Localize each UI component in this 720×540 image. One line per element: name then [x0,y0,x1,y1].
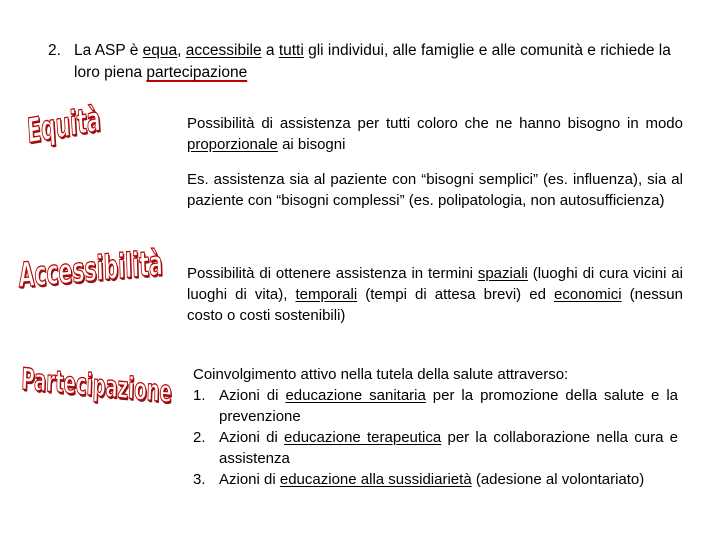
partecipazione-list [193,385,678,490]
heading-equa: equa [142,42,178,59]
partecipazione-intro: Coinvolgimento attivo nella tutela della salute attraverso: [193,366,569,383]
item-post: per la promozione della salute e la prevenzione [219,387,679,425]
accessibilita-definition [187,263,683,326]
heading-partecipazione: partecipazione [146,64,248,81]
heading-text [48,40,688,84]
accessibilita-t2: (luoghi di cura vicini ai luoghi di vita), [187,265,683,303]
item-underlined: educazione alla sussidiarietà [279,471,472,488]
accessibilita-t1: Possibilità di ottenere assistenza in termini [187,265,478,282]
accessibilita-spaziali: spaziali [477,265,528,282]
equita-text-end: ai bisogni [277,136,346,153]
item-pre: Azioni di [219,387,286,404]
item-underlined: educazione terapeutica [284,429,442,446]
slide-heading [48,40,688,84]
equita-block [187,113,683,211]
heading-mid: a [261,42,279,59]
wordart-equita: Equità [26,99,102,152]
item-number: 1. [193,387,206,404]
equita-text: Possibilità di assistenza per tutti coloro che ne hanno bisogno in modo [187,115,683,132]
accessibilita-t3: (tempi di attesa brevi) ed [357,286,555,303]
item-number: 2. [193,429,206,446]
equita-proporzionale: proporzionale [187,136,278,153]
accessibilita-temporali: temporali [295,286,358,303]
item-number: 3. [193,471,206,488]
heading-comma: , [177,42,186,59]
list-item [193,385,678,427]
heading-number: 2. [48,42,61,59]
list-item [193,427,678,469]
heading-accessibile: accessibile [185,42,262,59]
wordart-accessibilita: Accessibilità [18,243,164,296]
list-item [193,469,678,490]
heading-pre: La ASP è [74,42,143,59]
accessibilita-economici: economici [554,286,622,303]
item-post: (adesione al volontariato) [471,471,645,488]
equita-example: Es. assistenza sia al paziente con “bisogni semplici” (es. influenza), sia al paziente con “bisogni complessi” (es. polipatologia, non autosufficienza) [187,171,683,209]
item-pre: Azioni di [219,429,285,446]
item-underlined: educazione sanitaria [285,387,426,404]
item-post: per la collaborazione nella cura e assistenza [219,429,678,467]
heading-tutti: tutti [278,42,304,59]
partecipazione-block [193,364,678,490]
heading-rest: gli individui, alle famiglie e alle comunità e richiede la loro piena [74,42,671,81]
wordart-partecipazione: Partecipazione [20,362,173,411]
equita-definition [187,113,683,155]
accessibilita-block [187,263,683,326]
accessibilita-t4: (nessun costo o costi sostenibili) [187,286,683,324]
item-pre: Azioni di [219,471,280,488]
